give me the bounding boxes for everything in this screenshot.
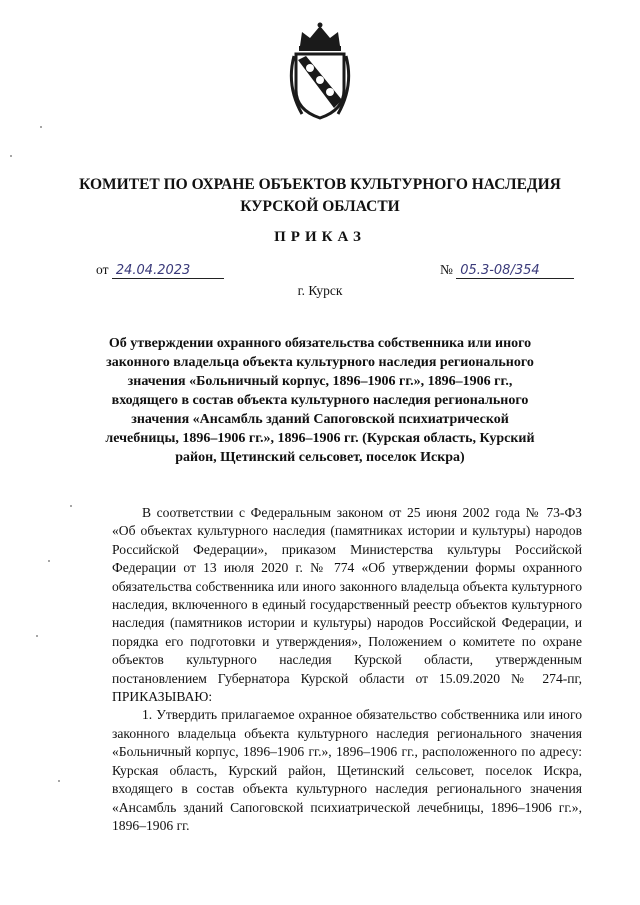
scan-speck bbox=[10, 155, 12, 157]
number-prefix: № bbox=[440, 262, 453, 277]
number-value: 05.3-08/354 bbox=[456, 263, 574, 279]
body-paragraph: 1. Утвердить прилагаемое охранное обязательство собственника или иного законного владельца объекта культурного наследия регионального значения «Больничный корпус, 1896–1906 гг.», 1896–1906 гг., расположенного по адресу: Курская область, Курский район, Щетинский сельсовет, поселок Искра, входящего в состав объекта культурного наследия регионального значения «Ансамбль зданий Сапоговской психиатрической лечебницы, 1896–1906 гг.», 1896–1906 гг. bbox=[112, 707, 582, 833]
scan-speck bbox=[36, 635, 38, 637]
order-number bbox=[440, 262, 574, 279]
order-date bbox=[96, 262, 224, 279]
scan-speck bbox=[70, 505, 72, 507]
city: г. Курск bbox=[297, 283, 343, 298]
date-value: 24.04.2023 bbox=[112, 263, 224, 279]
body-paragraph: В соответствии с Федеральным законом от 25 июня 2002 года № 73-ФЗ «Об объектах культурного наследия (памятниках истории и культуры) народов Российской Федерации», приказом Министерства культуры Российской Федерации от 13 июля 2020 г. № 774 «Об утверждении формы охранного обязательства собственника или иного законного владельца объекта культурного наследия, включенного в единый государственный реестр объектов культурного наследия (памятников истории и культуры) народов Российской Федерации, и порядка его подготовки и утверждения», Положением о комитете по охране объектов культурного наследия Курской области, утвержденным постановлением Губернатора Курской области от 15.09.2020 № 274-пг, ПРИКАЗЫВАЮ: bbox=[112, 505, 582, 705]
scan-speck bbox=[58, 780, 60, 782]
order-title: ПРИКАЗ bbox=[274, 229, 366, 245]
committee-name: КОМИТЕТ ПО ОХРАНЕ ОБЪЕКТОВ КУЛЬТУРНОГО НАСЛЕДИЯ КУРСКОЙ ОБЛАСТИ bbox=[79, 176, 561, 215]
scan-speck bbox=[48, 560, 50, 562]
order-body bbox=[112, 504, 582, 835]
kursk-coat-of-arms-icon bbox=[286, 20, 354, 120]
date-prefix: от bbox=[96, 262, 109, 277]
scan-speck bbox=[40, 126, 42, 128]
order-subject: Об утверждении охранного обязательства собственника или иного законного владельца объекта культурного наследия регионального значения «Больничный корпус, 1896–1906 гг.», 1896–1906 гг., входящего в состав объекта культурного наследия регионального значения «Ансамбль зданий Сапоговской психиатрической лечебницы, 1896–1906 гг.», 1896–1906 гг. (Курская область, Курский район, Щетинский сельсовет, поселок Искра) bbox=[105, 336, 535, 465]
